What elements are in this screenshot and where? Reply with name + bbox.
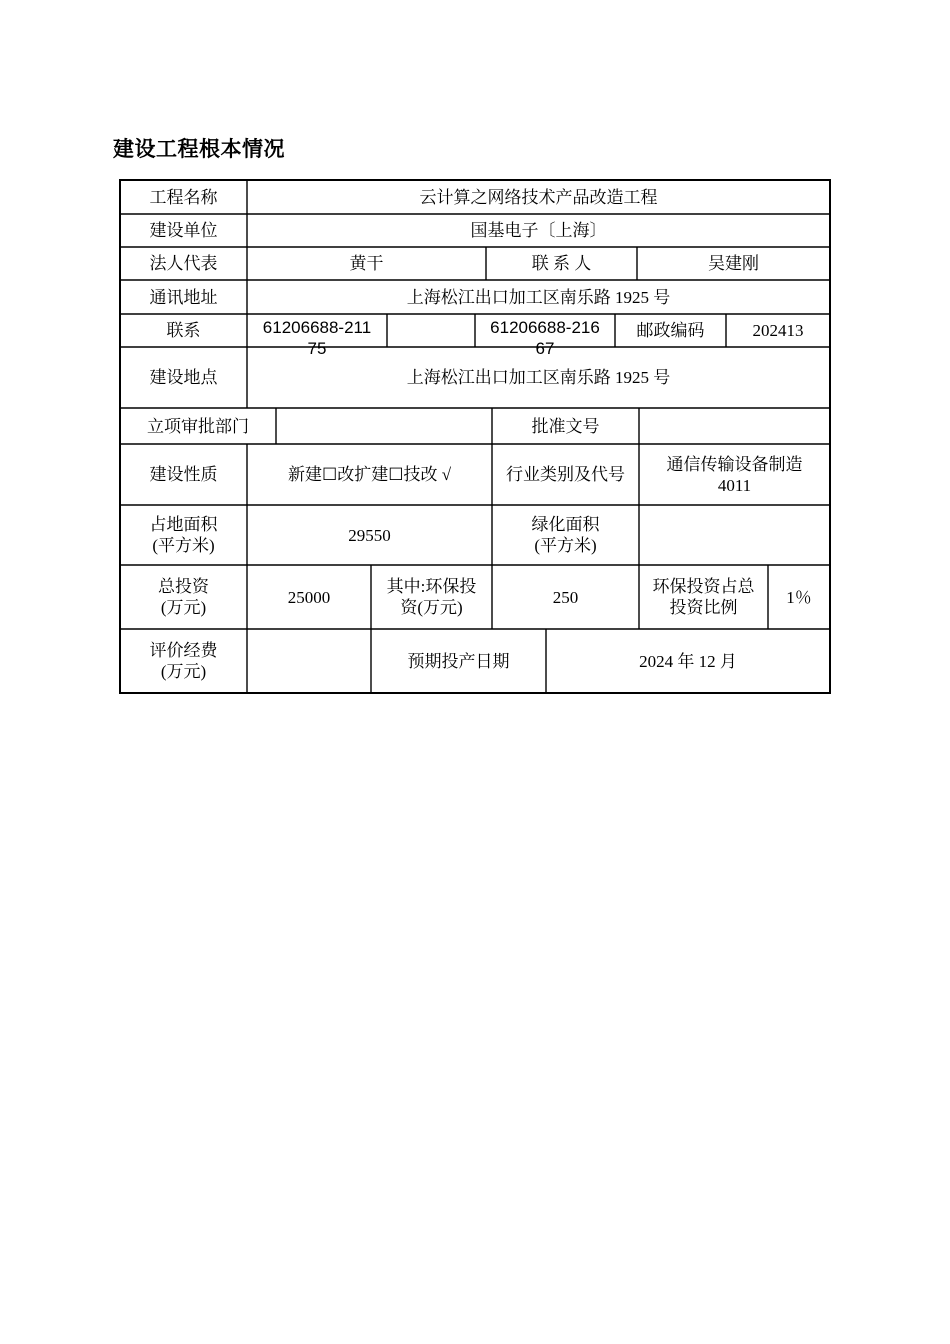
industry-label: 行业类别及代号 — [506, 465, 625, 484]
phone-label: 联系 — [166, 321, 201, 340]
production-date-label: 预期投产日期 — [407, 651, 510, 671]
land-area-label: 占地面积 (平方米) — [149, 515, 218, 555]
nature-label: 建设性质 — [149, 465, 218, 484]
env-investment-label: 其中:环保投资(万元) — [386, 577, 477, 617]
legal-rep-label: 法人代表 — [149, 254, 218, 273]
builder-value: 国基电子〔上海〕 — [470, 221, 607, 240]
contact-person-value: 吴建刚 — [708, 254, 759, 273]
evaluation-fee-value — [247, 629, 371, 693]
postcode-value: 202413 — [752, 321, 804, 340]
builder-label: 建设单位 — [149, 221, 218, 240]
legal-rep-value: 黄干 — [349, 254, 384, 273]
env-ratio-value: 1％ — [786, 587, 812, 607]
total-investment-value: 25000 — [287, 587, 331, 607]
address-label: 通讯地址 — [149, 287, 218, 307]
total-investment-label: 总投资 (万元) — [158, 577, 209, 617]
contact-person-label: 联 系 人 — [531, 254, 592, 273]
postcode-label: 邮政编码 — [636, 321, 705, 340]
nature-value: 新建☐改扩建☐技改 √ — [287, 465, 452, 484]
project-name-label: 工程名称 — [149, 187, 218, 207]
phone-blank — [387, 314, 475, 347]
phone-value-2: 61206688-21667 — [490, 318, 600, 358]
approval-doc-label: 批准文号 — [531, 416, 600, 436]
production-date-value: 2024 年 12 月 — [639, 651, 737, 671]
env-investment-value: 250 — [552, 587, 579, 607]
green-area-value — [639, 505, 830, 565]
site-label: 建设地点 — [149, 368, 218, 387]
page-title: 建设工程根本情况 — [113, 137, 285, 161]
project-name-value: 云计算之网络技术产品改造工程 — [419, 187, 658, 207]
project-info-table — [119, 179, 831, 694]
site-value: 上海松江出口加工区南乐路 1925 号 — [406, 368, 671, 387]
approval-dept-value — [276, 408, 492, 444]
address-value: 上海松江出口加工区南乐路 1925 号 — [406, 287, 671, 307]
evaluation-fee-label: 评价经费 (万元) — [149, 641, 218, 681]
phone-value-1: 61206688-21175 — [262, 318, 372, 358]
land-area-value: 29550 — [348, 525, 391, 545]
industry-value: 通信传输设备制造 4011 — [666, 454, 803, 495]
approval-dept-label: 立项审批部门 — [147, 416, 249, 436]
env-ratio-label: 环保投资占总投资比例 — [652, 577, 755, 617]
green-area-label: 绿化面积 (平方米) — [531, 515, 600, 555]
approval-doc-value — [639, 408, 830, 444]
